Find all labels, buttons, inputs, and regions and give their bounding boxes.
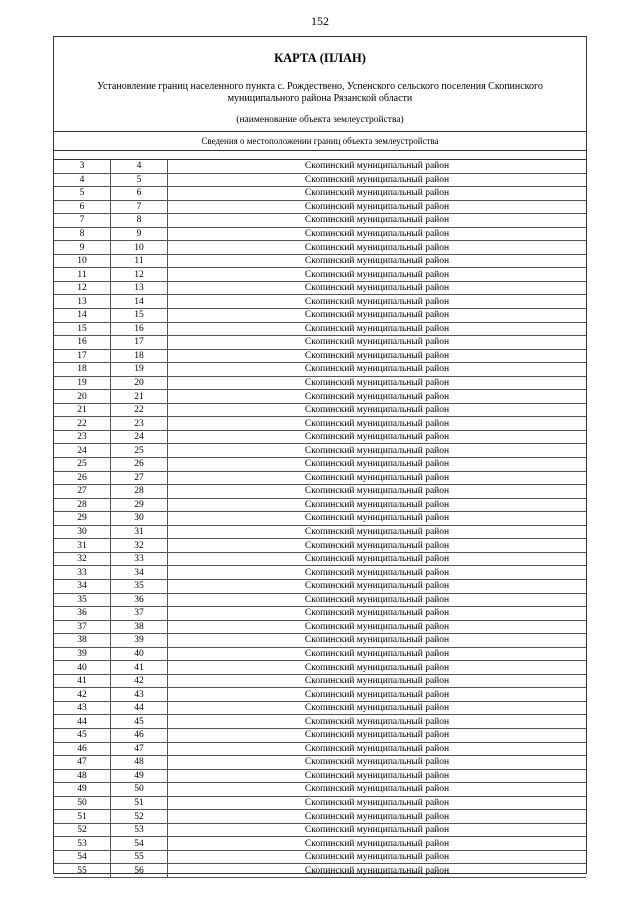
point-from: 19	[54, 376, 111, 390]
table-row	[54, 214, 586, 228]
row-description: Скопинский муниципальный район	[168, 620, 587, 634]
table-row	[54, 579, 586, 593]
table-row	[54, 322, 586, 336]
table-row	[54, 796, 586, 810]
table-spacer	[54, 151, 586, 160]
boundary-table	[54, 160, 586, 878]
table-row	[54, 254, 586, 268]
row-description: Скопинский муниципальный район	[168, 728, 587, 742]
point-from: 55	[54, 864, 111, 878]
document-subtitle: Установление границ населенного пункта с. Рождествено, Успенского сельского поселения Скопинского муниципального района Рязанской области	[97, 81, 543, 104]
table-row	[54, 281, 586, 295]
point-from: 54	[54, 850, 111, 864]
point-to: 27	[111, 471, 168, 485]
page-number: 152	[311, 14, 329, 28]
table-row	[54, 187, 586, 201]
row-description: Скопинский муниципальный район	[168, 363, 587, 377]
table-row	[54, 810, 586, 824]
row-description: Скопинский муниципальный район	[168, 715, 587, 729]
table-row	[54, 390, 586, 404]
table-row	[54, 688, 586, 702]
row-description: Скопинский муниципальный район	[168, 661, 587, 675]
point-from: 21	[54, 403, 111, 417]
row-description: Скопинский муниципальный район	[168, 701, 587, 715]
point-from: 43	[54, 701, 111, 715]
point-from: 33	[54, 566, 111, 580]
point-from: 44	[54, 715, 111, 729]
document-frame	[53, 36, 587, 874]
point-from: 28	[54, 498, 111, 512]
point-to: 30	[111, 512, 168, 526]
table-row	[54, 552, 586, 566]
row-description: Скопинский муниципальный район	[168, 227, 587, 241]
point-to: 5	[111, 173, 168, 187]
table-row	[54, 756, 586, 770]
point-to: 48	[111, 756, 168, 770]
table-row	[54, 241, 586, 255]
point-from: 8	[54, 227, 111, 241]
point-from: 14	[54, 309, 111, 323]
table-row	[54, 674, 586, 688]
table-row	[54, 471, 586, 485]
point-from: 52	[54, 823, 111, 837]
point-to: 51	[111, 796, 168, 810]
table-row	[54, 336, 586, 350]
table-row	[54, 837, 586, 851]
row-description: Скопинский муниципальный район	[168, 552, 587, 566]
point-from: 15	[54, 322, 111, 336]
table-row	[54, 539, 586, 553]
table-row	[54, 742, 586, 756]
row-description: Скопинский муниципальный район	[168, 444, 587, 458]
table-row	[54, 647, 586, 661]
section-title: Сведения о местоположении границ объекта землеустройства	[201, 136, 439, 146]
row-description: Скопинский муниципальный район	[168, 607, 587, 621]
point-from: 49	[54, 783, 111, 797]
point-to: 42	[111, 674, 168, 688]
point-from: 11	[54, 268, 111, 282]
table-row	[54, 444, 586, 458]
table-row	[54, 593, 586, 607]
point-to: 7	[111, 200, 168, 214]
point-to: 40	[111, 647, 168, 661]
table-row	[54, 634, 586, 648]
document-header	[54, 37, 586, 151]
table-row	[54, 376, 586, 390]
point-to: 41	[111, 661, 168, 675]
row-description: Скопинский муниципальный район	[168, 376, 587, 390]
row-description: Скопинский муниципальный район	[168, 173, 587, 187]
row-description: Скопинский муниципальный район	[168, 485, 587, 499]
point-to: 45	[111, 715, 168, 729]
table-row	[54, 620, 586, 634]
table-row	[54, 525, 586, 539]
point-to: 17	[111, 336, 168, 350]
point-from: 50	[54, 796, 111, 810]
point-from: 31	[54, 539, 111, 553]
table-row	[54, 363, 586, 377]
point-to: 34	[111, 566, 168, 580]
table-row	[54, 715, 586, 729]
row-description: Скопинский муниципальный район	[168, 309, 587, 323]
row-description: Скопинский муниципальный район	[168, 254, 587, 268]
point-from: 27	[54, 485, 111, 499]
row-description: Скопинский муниципальный район	[168, 349, 587, 363]
row-description: Скопинский муниципальный район	[168, 837, 587, 851]
point-from: 13	[54, 295, 111, 309]
row-description: Скопинский муниципальный район	[168, 512, 587, 526]
table-row	[54, 850, 586, 864]
point-to: 19	[111, 363, 168, 377]
point-from: 29	[54, 512, 111, 526]
point-from: 48	[54, 769, 111, 783]
table-row	[54, 485, 586, 499]
row-description: Скопинский муниципальный район	[168, 756, 587, 770]
point-to: 43	[111, 688, 168, 702]
row-description: Скопинский муниципальный район	[168, 769, 587, 783]
table-row	[54, 295, 586, 309]
row-description: Скопинский муниципальный район	[168, 281, 587, 295]
row-description: Скопинский муниципальный район	[168, 336, 587, 350]
table-row	[54, 783, 586, 797]
point-from: 3	[54, 160, 111, 173]
point-from: 22	[54, 417, 111, 431]
row-description: Скопинский муниципальный район	[168, 200, 587, 214]
point-to: 32	[111, 539, 168, 553]
point-to: 39	[111, 634, 168, 648]
row-description: Скопинский муниципальный район	[168, 823, 587, 837]
point-to: 26	[111, 458, 168, 472]
point-from: 12	[54, 281, 111, 295]
row-description: Скопинский муниципальный район	[168, 742, 587, 756]
row-description: Скопинский муниципальный район	[168, 674, 587, 688]
row-description: Скопинский муниципальный район	[168, 566, 587, 580]
row-description: Скопинский муниципальный район	[168, 783, 587, 797]
table-row	[54, 309, 586, 323]
row-description: Скопинский муниципальный район	[168, 268, 587, 282]
point-from: 5	[54, 187, 111, 201]
point-to: 44	[111, 701, 168, 715]
point-from: 45	[54, 728, 111, 742]
row-description: Скопинский муниципальный район	[168, 458, 587, 472]
row-description: Скопинский муниципальный район	[168, 160, 587, 173]
point-to: 14	[111, 295, 168, 309]
point-from: 26	[54, 471, 111, 485]
point-to: 15	[111, 309, 168, 323]
table-row	[54, 200, 586, 214]
point-to: 6	[111, 187, 168, 201]
point-to: 54	[111, 837, 168, 851]
table-row	[54, 607, 586, 621]
table-row	[54, 349, 586, 363]
point-from: 39	[54, 647, 111, 661]
point-from: 38	[54, 634, 111, 648]
table-row	[54, 160, 586, 173]
table-row	[54, 430, 586, 444]
row-description: Скопинский муниципальный район	[168, 810, 587, 824]
point-to: 46	[111, 728, 168, 742]
table-row	[54, 403, 586, 417]
point-from: 24	[54, 444, 111, 458]
point-to: 16	[111, 322, 168, 336]
point-to: 35	[111, 579, 168, 593]
table-row	[54, 227, 586, 241]
row-description: Скопинский муниципальный район	[168, 796, 587, 810]
object-description: (наименование объекта землеустройства)	[54, 115, 586, 132]
point-from: 4	[54, 173, 111, 187]
row-description: Скопинский муниципальный район	[168, 417, 587, 431]
row-description: Скопинский муниципальный район	[168, 864, 587, 878]
point-to: 21	[111, 390, 168, 404]
point-to: 4	[111, 160, 168, 173]
point-from: 17	[54, 349, 111, 363]
row-description: Скопинский муниципальный район	[168, 688, 587, 702]
row-description: Скопинский муниципальный район	[168, 322, 587, 336]
row-description: Скопинский муниципальный район	[168, 579, 587, 593]
table-row	[54, 769, 586, 783]
point-from: 10	[54, 254, 111, 268]
table-row	[54, 458, 586, 472]
row-description: Скопинский муниципальный район	[168, 498, 587, 512]
row-description: Скопинский муниципальный район	[168, 430, 587, 444]
row-description: Скопинский муниципальный район	[168, 647, 587, 661]
point-from: 41	[54, 674, 111, 688]
row-description: Скопинский муниципальный район	[168, 241, 587, 255]
point-to: 55	[111, 850, 168, 864]
row-description: Скопинский муниципальный район	[168, 390, 587, 404]
point-to: 8	[111, 214, 168, 228]
point-to: 23	[111, 417, 168, 431]
row-description: Скопинский муниципальный район	[168, 539, 587, 553]
row-description: Скопинский муниципальный район	[168, 634, 587, 648]
point-to: 29	[111, 498, 168, 512]
point-from: 32	[54, 552, 111, 566]
row-description: Скопинский муниципальный район	[168, 214, 587, 228]
table-row	[54, 823, 586, 837]
point-to: 13	[111, 281, 168, 295]
table-row	[54, 268, 586, 282]
point-from: 42	[54, 688, 111, 702]
row-description: Скопинский муниципальный район	[168, 525, 587, 539]
point-to: 11	[111, 254, 168, 268]
point-from: 34	[54, 579, 111, 593]
point-from: 51	[54, 810, 111, 824]
point-from: 30	[54, 525, 111, 539]
table-row	[54, 173, 586, 187]
point-to: 38	[111, 620, 168, 634]
row-description: Скопинский муниципальный район	[168, 187, 587, 201]
point-to: 10	[111, 241, 168, 255]
document-title: КАРТА (ПЛАН)	[274, 51, 366, 65]
point-from: 36	[54, 607, 111, 621]
point-to: 49	[111, 769, 168, 783]
row-description: Скопинский муниципальный район	[168, 850, 587, 864]
point-from: 37	[54, 620, 111, 634]
table-row	[54, 498, 586, 512]
point-from: 16	[54, 336, 111, 350]
point-to: 24	[111, 430, 168, 444]
point-from: 9	[54, 241, 111, 255]
point-to: 47	[111, 742, 168, 756]
point-to: 12	[111, 268, 168, 282]
point-from: 20	[54, 390, 111, 404]
point-to: 52	[111, 810, 168, 824]
point-to: 22	[111, 403, 168, 417]
point-to: 37	[111, 607, 168, 621]
point-to: 53	[111, 823, 168, 837]
table-row	[54, 864, 586, 878]
point-to: 20	[111, 376, 168, 390]
row-description: Скопинский муниципальный район	[168, 295, 587, 309]
point-from: 25	[54, 458, 111, 472]
row-description: Скопинский муниципальный район	[168, 471, 587, 485]
point-to: 33	[111, 552, 168, 566]
row-description: Скопинский муниципальный район	[168, 403, 587, 417]
point-to: 36	[111, 593, 168, 607]
point-from: 23	[54, 430, 111, 444]
point-to: 56	[111, 864, 168, 878]
point-from: 47	[54, 756, 111, 770]
point-to: 18	[111, 349, 168, 363]
point-from: 7	[54, 214, 111, 228]
table-row	[54, 701, 586, 715]
table-row	[54, 512, 586, 526]
point-from: 46	[54, 742, 111, 756]
point-to: 50	[111, 783, 168, 797]
table-row	[54, 661, 586, 675]
point-to: 25	[111, 444, 168, 458]
point-from: 35	[54, 593, 111, 607]
table-row	[54, 728, 586, 742]
row-description: Скопинский муниципальный район	[168, 593, 587, 607]
point-from: 6	[54, 200, 111, 214]
point-from: 53	[54, 837, 111, 851]
point-to: 9	[111, 227, 168, 241]
table-row	[54, 417, 586, 431]
table-row	[54, 566, 586, 580]
point-to: 31	[111, 525, 168, 539]
point-from: 18	[54, 363, 111, 377]
point-to: 28	[111, 485, 168, 499]
point-from: 40	[54, 661, 111, 675]
